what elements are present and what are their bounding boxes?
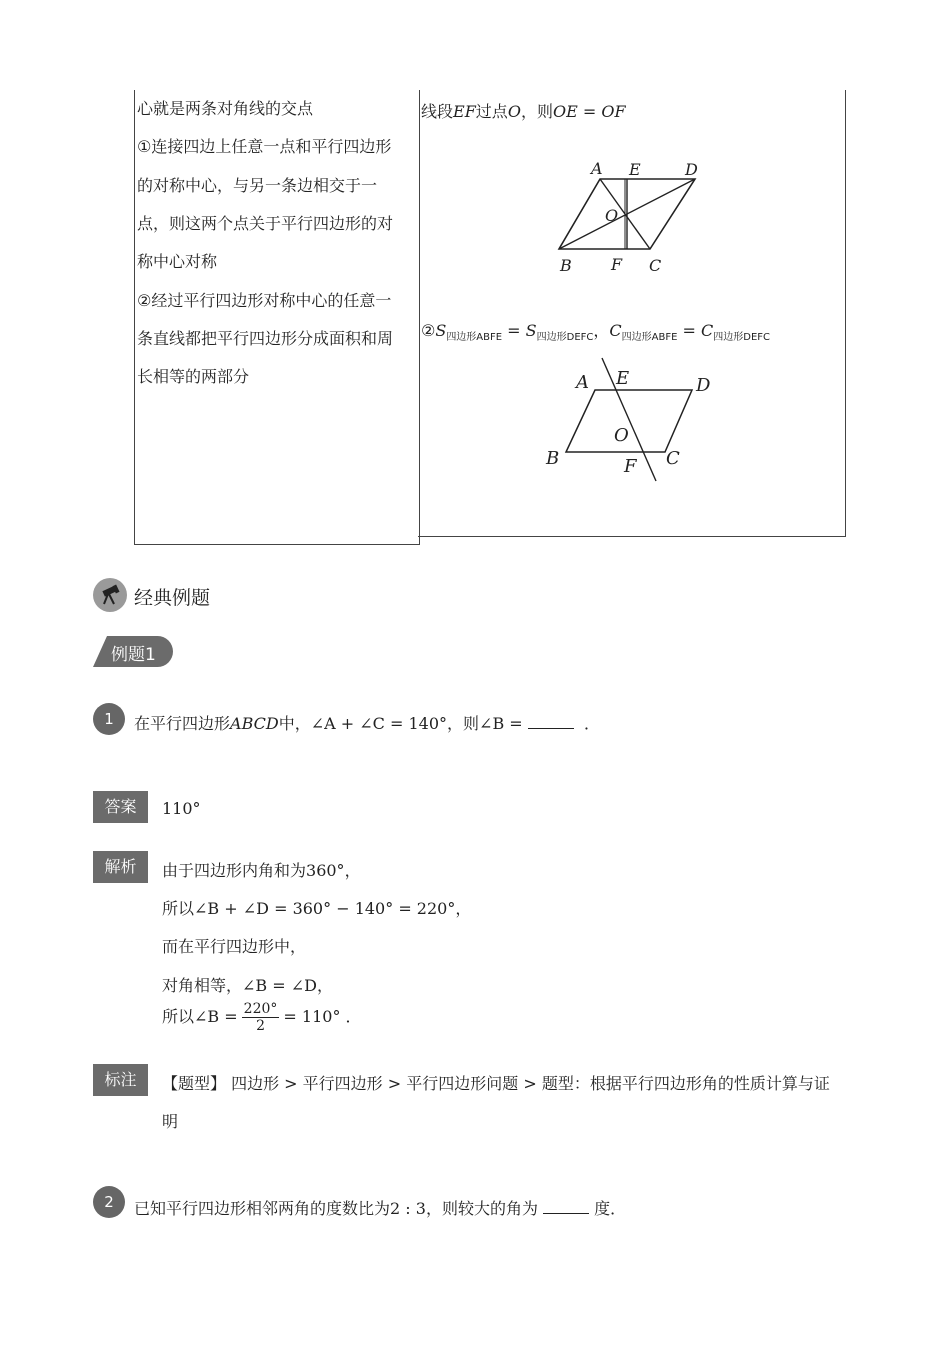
text: 度． — [594, 1199, 627, 1218]
text: ， — [455, 899, 472, 918]
analysis-line: 而在平行四边形中， — [162, 937, 307, 956]
text: ， — [593, 321, 610, 340]
denominator: 2 — [256, 1018, 265, 1034]
math-ratio: 2 : 3 — [390, 1199, 426, 1218]
label-f: F — [611, 255, 623, 274]
math: 360° — [306, 861, 345, 880]
label-d: D — [685, 160, 698, 179]
parallelogram-figure-1 — [545, 155, 715, 280]
math-ask: ∠B = — [479, 714, 523, 733]
note-label: 标注 — [93, 1064, 148, 1096]
label-f: F — [624, 456, 637, 477]
label-a: A — [576, 372, 589, 393]
math-c: C — [701, 321, 714, 340]
text: ． — [583, 714, 600, 733]
text: 所以 — [162, 899, 195, 918]
analysis-line — [162, 896, 471, 919]
math: = 110° — [283, 1007, 341, 1026]
fraction — [242, 1001, 280, 1034]
note-line: 【题型】 四边形 > 平行四边形 > 平行四边形问题 > 题型：根据平行四边形角的性质计算与证 — [162, 1074, 830, 1093]
table-left-line: 称中心对称 — [137, 252, 218, 271]
analysis-line — [162, 858, 361, 881]
text: 过点 — [475, 102, 508, 121]
math-abcd: ABCD — [230, 714, 279, 733]
table-left-line: 心就是两条对角线的交点 — [137, 99, 314, 118]
example-tag — [93, 636, 173, 667]
math-sub: 四边形DEFC — [713, 332, 771, 344]
math: ∠B = — [194, 1007, 238, 1026]
text: ， — [344, 861, 361, 880]
text: 由于四边形内角和为 — [162, 861, 307, 880]
text: ，则 — [520, 102, 553, 121]
area-perimeter-formula: $②S_{四边形ABFE} = S_{四边形DEFC}$，$C_{四边形ABFE} = C_{四边形DEFC}$ — [421, 321, 771, 344]
math-sub: 四边形ABFE — [621, 332, 678, 344]
math-ef: EF — [453, 102, 476, 121]
label-c: C — [649, 256, 662, 275]
text: 所以 — [162, 1007, 195, 1026]
text: 已知平行四边形相邻两角的度数比为 — [134, 1199, 391, 1218]
answer-value: 110° — [162, 799, 201, 818]
example-tag-label: 例题1 — [111, 645, 156, 665]
text: ② — [421, 321, 436, 340]
text: ，则 — [447, 714, 480, 733]
text: 中， — [278, 714, 311, 733]
table-left-line: 长相等的两部分 — [137, 367, 250, 386]
label-o: O — [614, 425, 629, 446]
table-left-line: 的对称中心，与另一条边相交于一 — [137, 176, 378, 195]
math-c: C — [609, 321, 622, 340]
answer-label: 答案 — [93, 791, 148, 823]
text: ，则较大的角为 — [425, 1199, 538, 1218]
tag-notch — [93, 636, 107, 667]
table-left-line: ②经过平行四边形对称中心的任意一 — [137, 291, 392, 310]
math-expr: ∠A + ∠C = 140° — [310, 714, 448, 733]
question-1-text — [134, 711, 600, 734]
math-s: S — [435, 321, 447, 340]
text: 线段 — [421, 102, 454, 121]
analysis-line — [162, 1001, 362, 1034]
numerator: 220° — [243, 1001, 278, 1017]
analysis-label: 解析 — [93, 851, 148, 883]
text: 在平行四边形 — [134, 714, 231, 733]
math-oe-of: OE = OF — [552, 102, 626, 121]
answer-blank[interactable] — [528, 714, 574, 729]
parallelogram-figure-2 — [540, 355, 730, 485]
math-sub: 四边形ABFE — [446, 332, 503, 344]
math-o: O — [507, 102, 521, 121]
note-line: 明 — [162, 1112, 179, 1131]
text: ． — [345, 1007, 362, 1026]
label-b: B — [560, 256, 572, 275]
table-right-statement — [421, 99, 626, 122]
label-e: E — [629, 160, 641, 179]
label-d: D — [696, 375, 711, 396]
question-2-text — [134, 1196, 626, 1219]
telescope-icon — [93, 578, 127, 612]
table-left-line: 条直线都把平行四边形分成面积和周 — [137, 329, 394, 348]
math-sub: 四边形DEFC — [536, 332, 594, 344]
question-number-badge: 1 — [93, 703, 125, 735]
label-b: B — [546, 448, 560, 469]
telescope-icon-glyph — [93, 578, 127, 612]
label-a: A — [591, 159, 603, 178]
text: 对角相等， — [162, 976, 243, 995]
math-s: S — [525, 321, 537, 340]
question-number-badge: 2 — [93, 1186, 125, 1218]
label-e: E — [616, 368, 630, 389]
math: ∠B + ∠D = 360° − 140° = 220° — [194, 899, 456, 918]
table-left-line: 点，则这两个点关于平行四边形的对 — [137, 214, 394, 233]
label-o: O — [605, 206, 619, 225]
answer-blank[interactable] — [543, 1199, 589, 1214]
text: ， — [317, 976, 334, 995]
analysis-line — [162, 973, 333, 996]
math: ∠B = ∠D — [242, 976, 317, 995]
label-c: C — [666, 448, 680, 469]
section-title: 经典例题 — [134, 587, 211, 609]
table-left-cell — [134, 90, 420, 545]
table-left-line: ①连接四边上任意一点和平行四边形 — [137, 137, 392, 156]
